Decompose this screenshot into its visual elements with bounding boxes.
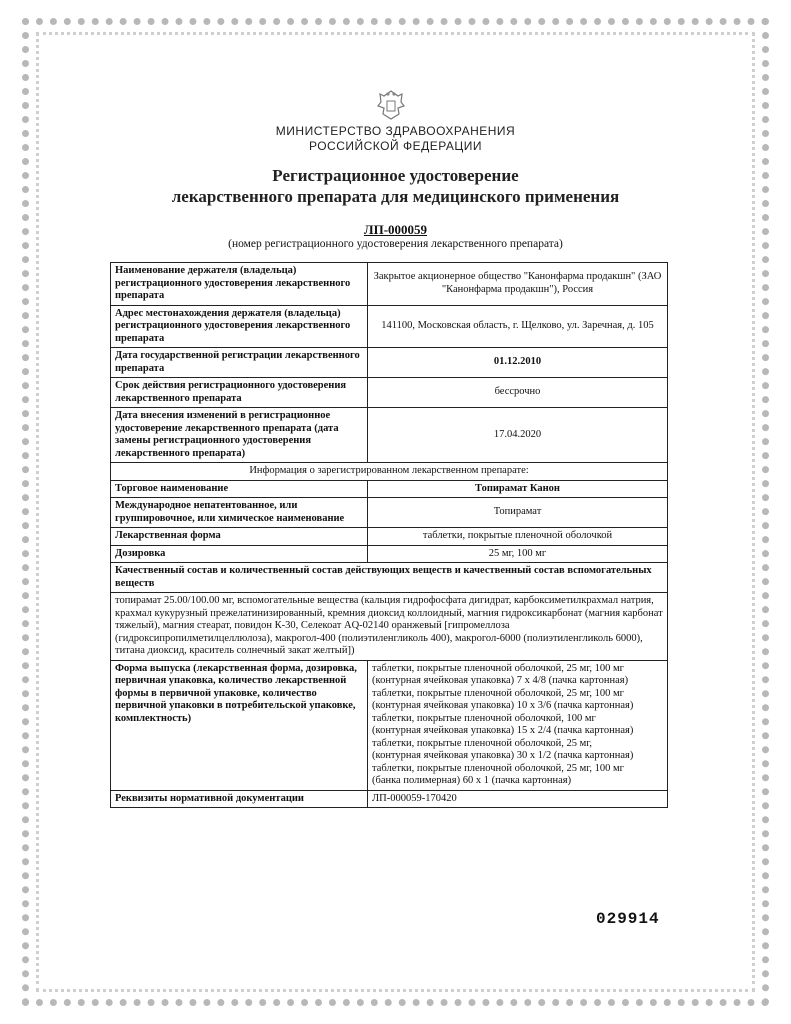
release-form-line: (банка полимерная) 60 x 1 (пачка картонная) <box>372 775 572 786</box>
changes-date-value: 17.04.2020 <box>368 408 668 463</box>
holder-name-value: Закрытое акционерное общество "Канонфарма продакшн" (ЗАО "Канонфарма продакшн"), Россия <box>368 263 668 306</box>
validity-label: Срок действия регистрационного удостоверения лекарственного препарата <box>111 378 368 408</box>
composition-heading: Качественный состав и количественный состав действующих веществ и качественный состав вспомогательных веществ <box>111 563 668 593</box>
table-row <box>111 660 668 790</box>
release-form-line: (контурная ячейковая упаковка) 15 x 2/4 (пачка картонная) <box>372 725 634 736</box>
registration-date-value: 01.12.2010 <box>368 348 668 378</box>
normative-doc-label: Реквизиты нормативной документации <box>111 790 368 808</box>
table-row <box>111 528 668 546</box>
registration-number-caption: (номер регистрационного удостоверения лекарственного препарата) <box>228 238 563 250</box>
inn-value: Топирамат <box>368 498 668 528</box>
table-row <box>111 408 668 463</box>
document-title-line2: лекарственного препарата для медицинского применения <box>171 187 620 206</box>
normative-doc-value: ЛП-000059-170420 <box>368 790 668 808</box>
trade-name-label: Торговое наименование <box>111 480 368 498</box>
table-row <box>111 348 668 378</box>
info-caption: Информация о зарегистрированном лекарственном препарате: <box>111 463 668 481</box>
registration-date-label: Дата государственной регистрации лекарственного препарата <box>111 348 368 378</box>
dosage-value: 25 мг, 100 мг <box>368 545 668 563</box>
dosage-label: Дозировка <box>111 545 368 563</box>
changes-date-label: Дата внесения изменений в регистрационное удостоверение лекарственного препарата (дата замены регистрационного удостоверения лекарственного препарата) <box>111 408 368 463</box>
table-row <box>111 378 668 408</box>
coat-of-arms-icon <box>374 88 408 122</box>
release-form-line: таблетки, покрытые пленочной оболочкой, 25 мг, <box>372 737 593 749</box>
table-row <box>111 263 668 306</box>
holder-address-label: Адрес местонахождения держателя (владельца) регистрационного удостоверения лекарственного препарата <box>111 305 368 348</box>
table-row <box>111 545 668 563</box>
table-row <box>111 463 668 481</box>
table-row <box>111 790 668 808</box>
release-form-line: таблетки, покрытые пленочной оболочкой, 25 мг, 100 мг <box>372 762 624 774</box>
trade-name-value: Топирамат Канон <box>368 480 668 498</box>
release-form-line: таблетки, покрытые пленочной оболочкой, 25 мг, 100 мг <box>372 687 624 699</box>
holder-address-value: 141100, Московская область, г. Щелково, ул. Заречная, д. 105 <box>368 305 668 348</box>
release-form-line: (контурная ячейковая упаковка) 10 x 3/6 (пачка картонная) <box>372 700 634 711</box>
table-row <box>111 305 668 348</box>
dosage-form-label: Лекарственная форма <box>111 528 368 546</box>
ministry-name-line1: МИНИСТЕРСТВО ЗДРАВООХРАНЕНИЯ <box>275 124 516 138</box>
table-row <box>111 563 668 593</box>
table-row <box>111 593 668 661</box>
registration-info-table <box>110 262 668 808</box>
release-form-list <box>368 660 668 790</box>
table-row <box>111 480 668 498</box>
release-form-line: таблетки, покрытые пленочной оболочкой, 100 мг <box>372 712 596 724</box>
release-form-line: (контурная ячейковая упаковка) 30 x 1/2 (пачка картонная) <box>372 750 634 761</box>
inn-label: Международное непатентованное, или группировочное, или химическое наименование <box>111 498 368 528</box>
holder-name-label: Наименование держателя (владельца) регистрационного удостоверения лекарственного препарата <box>111 263 368 306</box>
release-form-line: (контурная ячейковая упаковка) 7 x 4/8 (пачка картонная) <box>372 675 629 686</box>
document-title-line1: Регистрационное удостоверение <box>272 166 519 185</box>
release-form-label: Форма выпуска (лекарственная форма, дозировка, первичная упаковка, количество лекарственной формы в первичной упаковке, количество первичной упаковки в потребительской упаковке, комплектность) <box>111 660 368 790</box>
release-form-line: таблетки, покрытые пленочной оболочкой, 25 мг, 100 мг <box>372 662 624 674</box>
ministry-name-line2: РОССИЙСКОЙ ФЕДЕРАЦИИ <box>308 139 483 153</box>
composition-text: топирамат 25.00/100.00 мг, вспомогательные вещества (кальция гидрофосфата дигидрат, карбоксиметилкрахмал натрия, крахмал кукурузный прежелатинизированный, кремния диоксид коллоидный, магния гидроксикарбонат (магния карбонат тяжелый), магния стеарат, повидон К-30, Селекоат AQ-02140 оранжевый [гипромеллоза (гидроксипропилметилцеллюлоза), макрогол-400 (полиэтиленгликоль 400), макрогол-6000 (полиэтиленгликоль 6000), титана диоксид, краситель солнечный закат желтый]) <box>111 593 668 661</box>
dosage-form-value: таблетки, покрытые пленочной оболочкой <box>368 528 668 546</box>
document-serial-number: 029914 <box>596 910 660 928</box>
registration-number: ЛП-000059 <box>363 222 428 237</box>
table-row <box>111 498 668 528</box>
validity-value: бессрочно <box>368 378 668 408</box>
